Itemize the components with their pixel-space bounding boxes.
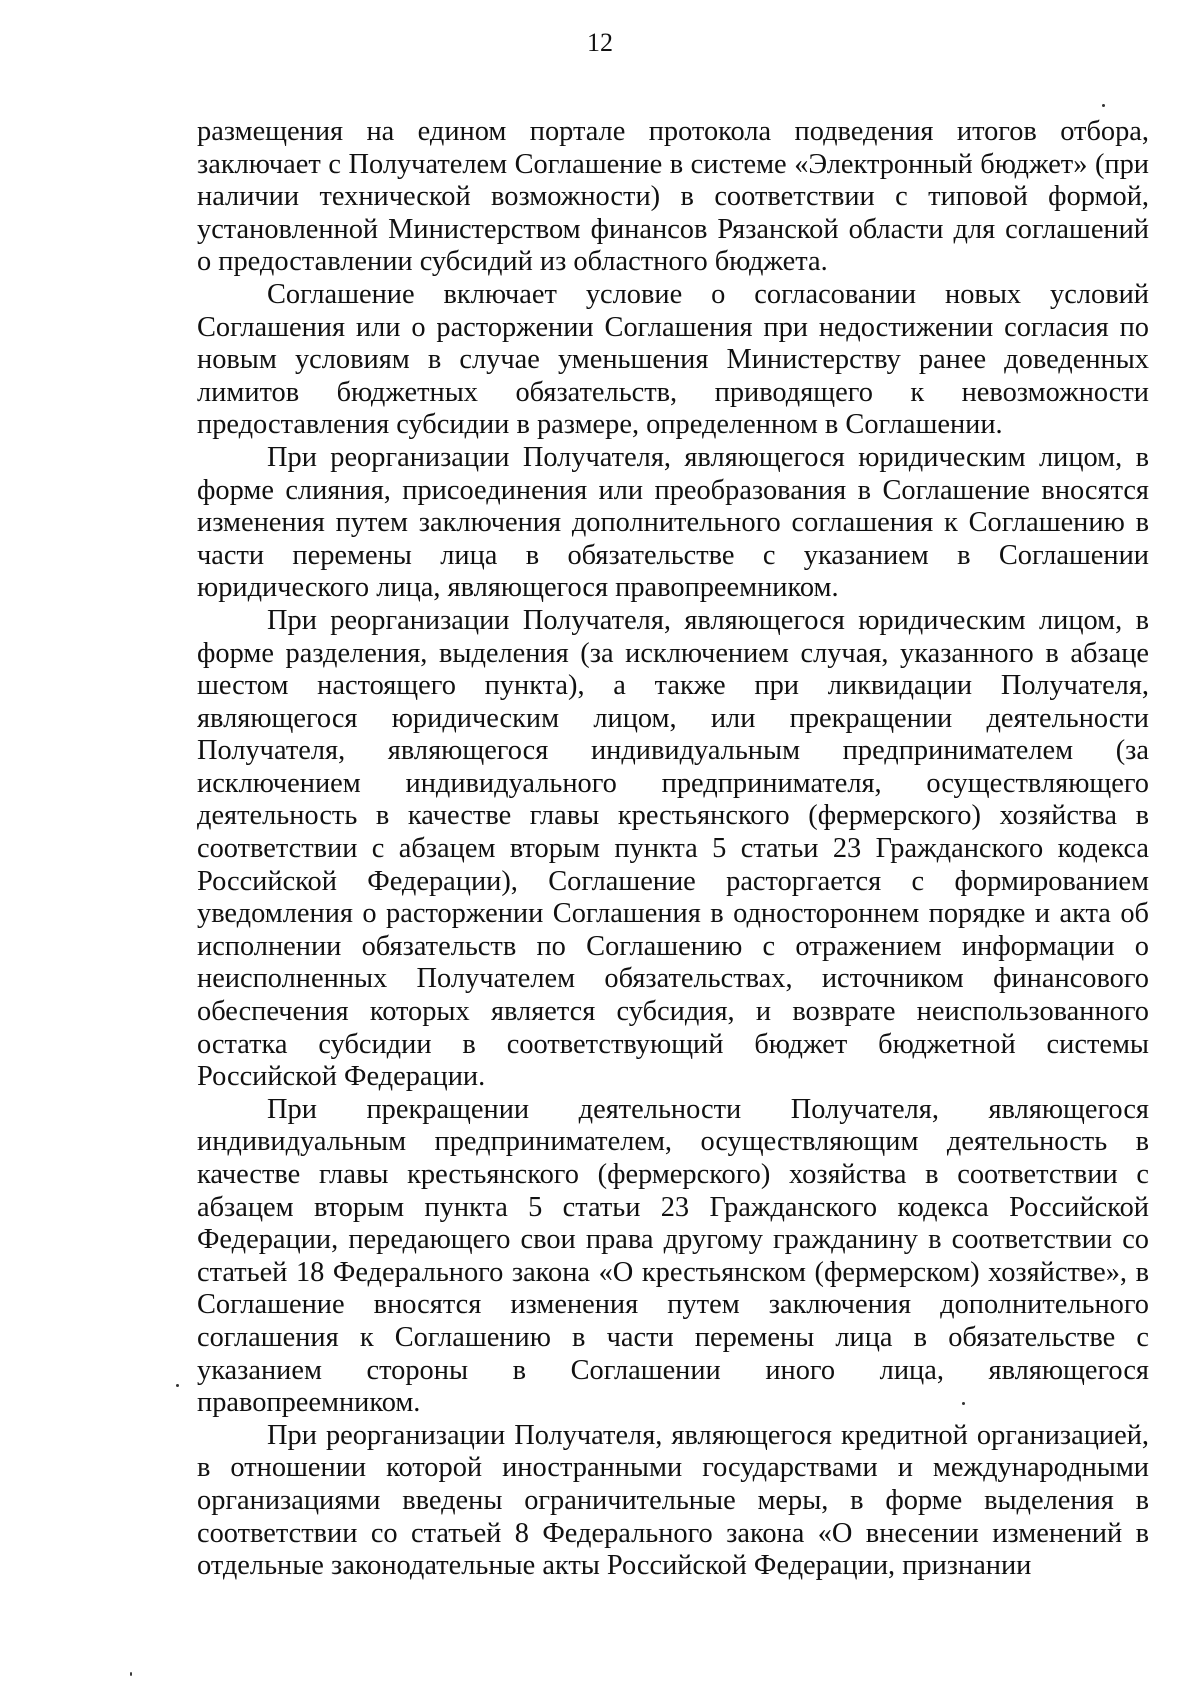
scan-speck: [1102, 104, 1105, 107]
paragraph-reorganization-merger: При реорганизации Получателя, являющегося юридическим лицом, в форме слияния, присоединения или преобразования в Соглашение вносятся изменения путем заключения дополнительного соглашения к Соглашению в части перемены лица в обязательстве с указанием в Соглашении юридического лица, являющегося правопреемником.: [197, 441, 1149, 604]
document-body: [197, 116, 1149, 1583]
paragraph-continued: размещения на едином портале протокола подведения итогов отбора, заключает с Получателем Соглашение в системе «Электронный бюджет» (при наличии технической возможности) в соответствии с типовой формой, установленной Министерством финансов Рязанской области для соглашений о предоставлении субсидий из областного бюджета.: [197, 116, 1149, 278]
scan-speck: [130, 1672, 132, 1676]
scan-speck: [176, 1384, 179, 1387]
page-number: 12: [587, 28, 613, 57]
paragraph-reorganization-division: При реорганизации Получателя, являющегося юридическим лицом, в форме разделения, выделения (за исключением случая, указанного в абзаце шестом настоящего пункта), а также при ликвидации Получателя, являющегося юридическим лицом, или прекращении деятельности Получателя, являющегося индивидуальным предпринимателем (за исключением индивидуального предпринимателя, осуществляющего деятельность в качестве главы крестьянского (фермерского) хозяйства в соответствии с абзацем вторым пункта 5 статьи 23 Гражданского кодекса Российской Федерации), Соглашение расторгается с формированием уведомления о расторжении Соглашения в одностороннем порядке и акта об исполнении обязательств по Соглашению с отражением информации о неисполненных Получателем обязательствах, источником финансового обеспечения которых является субсидия, и возврате неиспользованного остатка субсидии в соответствующий бюджет бюджетной системы Российской Федерации.: [197, 604, 1149, 1093]
paragraph-agreement-terms: Соглашение включает условие о согласовании новых условий Соглашения или о расторжении Соглашения при недостижении согласия по новым условиям в случае уменьшения Министерству ранее доведенных лимитов бюджетных обязательств, приводящего к невозможности предоставления субсидии в размере, определенном в Соглашении.: [197, 278, 1149, 441]
paragraph-credit-organization: При реорганизации Получателя, являющегося кредитной организацией, в отношении которой иностранными государствами и международными организациями введены ограничительные меры, в форме выделения в соответствии со статьей 8 Федерального закона «О внесении изменений в отдельные законодательные акты Российской Федерации, признании: [197, 1419, 1149, 1582]
paragraph-farm-termination: При прекращении деятельности Получателя, являющегося индивидуальным предпринимателем, осуществляющим деятельность в качестве главы крестьянского (фермерского) хозяйства в соответствии с абзацем вторым пункта 5 статьи 23 Гражданского кодекса Российской Федерации, передающего свои права другому гражданину в соответствии со статьей 18 Федерального закона «О крестьянском (фермерском) хозяйстве», в Соглашение вносятся изменения путем заключения дополнительного соглашения к Соглашению в части перемены лица в обязательстве с указанием стороны в Соглашении иного лица, являющегося правопреемником.: [197, 1093, 1149, 1419]
scan-speck: [962, 1402, 965, 1405]
